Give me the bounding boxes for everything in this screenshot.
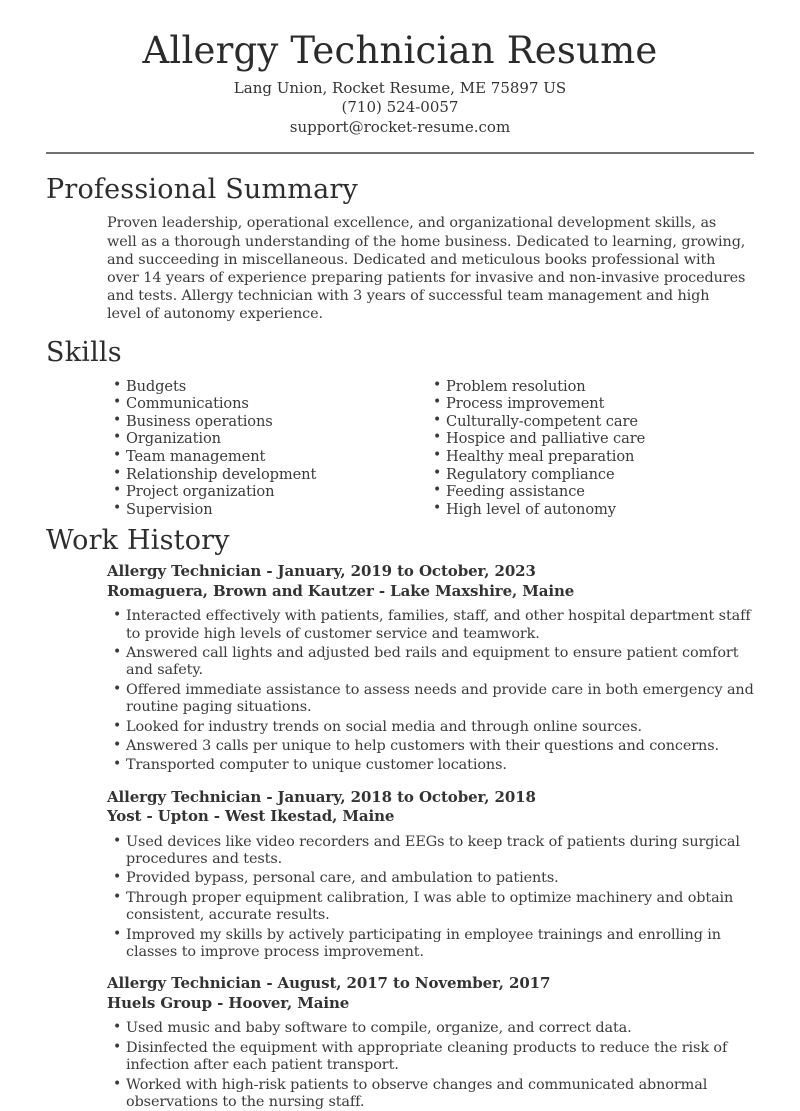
header-divider [46,152,754,155]
section-skills [46,335,754,519]
section-professional-summary [46,172,754,323]
professional-summary-text: Proven leadership, operational excellence, and organizational development skills, as well as a thorough understanding of the home business. Dedicated to learning, growing, and succeeding in miscellaneous. Dedicated and meticulous books professional with over 14 years of experience preparing patients for invasive and non-invasive procedures and tests. Allergy technician with 3 years of successful team management and high level of autonomy experience. [107,215,746,323]
skills-heading: Skills [46,336,122,368]
job-title: Allergy Technician - August, 2017 to November, 2017 [107,974,551,993]
skill-item: • Organization [126,430,446,448]
job-bullet-item: • Provided bypass, personal care, and ambulation to patients. [126,870,754,887]
job-bullet-item: • Looked for industry trends on social media and through online sources. [126,719,754,736]
resume-header [46,28,754,137]
job-bullet-item: • Offered immediate assistance to assess needs and provide care in both emergency and routine paging situations. [126,682,754,717]
job-employer: Yost - Upton - West Ikestad, Maine [107,807,395,826]
skill-item: • Culturally-competent care [446,413,754,431]
skills-columns [126,378,754,519]
job-list [107,562,754,1111]
job-entry-2 [107,788,754,962]
skill-item: • Hospice and palliative care [446,430,754,448]
skill-item: • Communications [126,395,446,413]
job-employer: Romaguera, Brown and Kautzer - Lake Maxshire, Maine [107,581,575,600]
skill-item: • Business operations [126,413,446,431]
job-bullet-item: • Disinfected the equipment with appropriate cleaning products to reduce the risk of infection after each patient transport. [126,1040,754,1075]
job-bullet-list [126,834,754,962]
job-bullet-item: • Answered 3 calls per unique to help customers with their questions and concerns. [126,738,754,755]
resume-page [0,28,800,1111]
skill-item: • Relationship development [126,466,446,484]
skill-item: • Team management [126,448,446,466]
job-entry-3 [107,974,754,1111]
page-title: Allergy Technician Resume [142,29,658,72]
skill-item: • Healthy meal preparation [446,448,754,466]
skill-item: • Supervision [126,501,446,519]
section-work-history [46,523,754,1111]
professional-summary-heading: Professional Summary [46,174,358,206]
job-bullet-item: • Interacted effectively with patients, families, staff, and other hospital department staff to provide high levels of customer service and teamwork. [126,608,754,643]
skill-item: • Project organization [126,483,446,501]
work-history-heading: Work History [46,525,230,557]
job-bullet-item: • Improved my skills by actively participating in employee trainings and enrolling in classes to improve process improvement. [126,927,754,962]
job-bullet-list [126,1020,754,1111]
job-bullet-item: • Used music and baby software to compile, organize, and correct data. [126,1020,754,1037]
job-title: Allergy Technician - January, 2019 to October, 2023 [107,562,536,581]
skill-item: • Feeding assistance [446,483,754,501]
skill-item: • High level of autonomy [446,501,754,519]
job-bullet-item: • Answered call lights and adjusted bed rails and equipment to ensure patient comfort and safety. [126,645,754,680]
job-employer: Huels Group - Hoover, Maine [107,993,350,1012]
skill-item: • Problem resolution [446,378,754,396]
job-bullet-item: • Worked with high-risk patients to observe changes and communicated abnormal observations to the nursing staff. [126,1077,754,1111]
skill-item: • Budgets [126,378,446,396]
skills-list-right [446,378,754,519]
job-entry-1 [107,562,754,774]
skills-list-left [126,378,446,519]
contact-address: Lang Union, Rocket Resume, ME 75897 US [233,79,567,97]
job-bullet-list [126,608,754,775]
job-bullet-item: • Through proper equipment calibration, I was able to optimize machinery and obtain consistent, accurate results. [126,890,754,925]
skill-item: • Regulatory compliance [446,466,754,484]
contact-email: support@rocket-resume.com [289,117,511,136]
job-bullet-item: • Transported computer to unique customer locations. [126,757,754,774]
job-title: Allergy Technician - January, 2018 to October, 2018 [107,787,536,806]
contact-block [46,79,754,137]
skill-item: • Process improvement [446,395,754,413]
job-bullet-item: • Used devices like video recorders and EEGs to keep track of patients during surgical procedures and tests. [126,834,754,869]
contact-phone: (710) 524-0057 [341,98,459,117]
